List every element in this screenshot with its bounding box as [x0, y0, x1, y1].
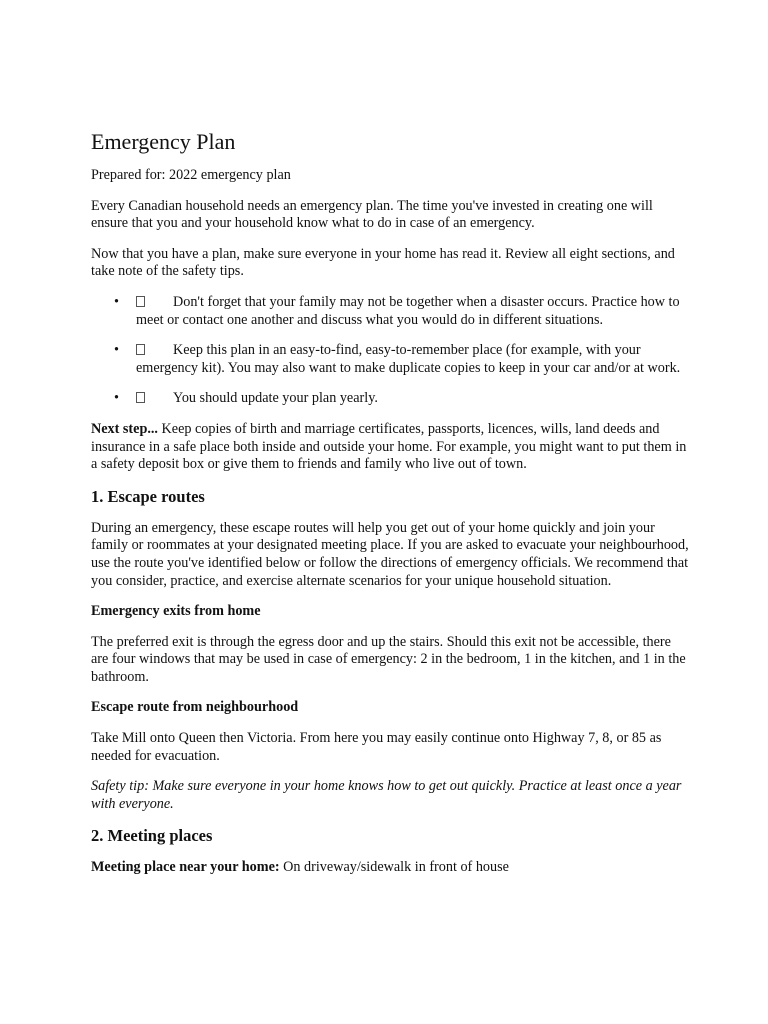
list-item — [91, 342, 691, 377]
document-page — [91, 129, 691, 890]
list-item-text: You should update your plan yearly. — [173, 390, 378, 407]
next-step-text: Keep copies of birth and marriage certificates, passports, licences, wills, land deeds and insurance in a safe place both inside and outside your home. For example, you might want to put them in a safety deposit box or give them to friends and family who live out of town. — [91, 420, 687, 473]
escape-routes-intro: During an emergency, these escape routes will help you get out of your home quickly and join your family or roommates at your designated meeting place. If you are asked to evacuate your neighbourhood, use the route you've identified below or follow the directions of emergency officials. We recommend that you consider, practice, and exercise alternate scenarios for your unique household situation. — [91, 519, 689, 589]
meeting-place-value: On driveway/sidewalk in front of house — [279, 859, 509, 876]
intro-paragraph-2: Now that you have a plan, make sure everyone in your home has read it. Review all eight sections, and take note of the safety tips. — [91, 245, 675, 280]
subheading-escape-route: Escape route from neighbourhood — [91, 699, 299, 716]
list-item — [91, 294, 691, 329]
prepared-for: Prepared for: 2022 emergency plan — [91, 167, 291, 183]
bullet-icon: • — [114, 342, 119, 359]
emergency-exits-text: The preferred exit is through the egress door and up the stairs. Should this exit not be accessible, there are four windows that may be used in case of emergency: 2 in the bedroom, 1 in the kitchen, and 1 in the bathroom. — [91, 633, 686, 685]
document-title: Emergency Plan — [91, 129, 236, 154]
escape-route-text: Take Mill onto Queen then Victoria. From here you may easily continue onto Highway 7, 8, or 85 as needed for evacuation. — [91, 730, 662, 764]
missing-glyph-icon — [136, 392, 145, 403]
subheading-emergency-exits: Emergency exits from home — [91, 603, 261, 620]
list-item-text: Keep this plan in an easy-to-find, easy-to-remember place (for example, with your emergency kit). You may also want to make duplicate copies to keep in your car and/or at work. — [136, 342, 681, 376]
meeting-place-near-home — [91, 859, 691, 877]
list-item — [91, 390, 691, 408]
missing-glyph-icon — [136, 344, 145, 355]
bullet-icon: • — [114, 293, 119, 310]
next-step-label: Next step... — [91, 420, 158, 437]
intro-paragraph-1: Every Canadian household needs an emergency plan. The time you've invested in creating one will ensure that you and your household know what to do in case of an emergency. — [91, 197, 653, 232]
meeting-place-label: Meeting place near your home: — [91, 859, 280, 876]
list-item-text: Don't forget that your family may not be together when a disaster occurs. Practice how to meet or contact one another and discuss what you would do in different situations. — [136, 293, 680, 328]
section-heading-escape-routes: 1. Escape routes — [91, 486, 205, 506]
bullet-icon: • — [114, 390, 119, 407]
section-heading-meeting-places: 2. Meeting places — [91, 826, 213, 846]
next-step-paragraph — [91, 421, 691, 474]
missing-glyph-icon — [136, 296, 145, 307]
safety-tip: Safety tip: Make sure everyone in your home knows how to get out quickly. Practice at least once a year with everyone. — [91, 778, 682, 812]
tips-list — [91, 294, 691, 408]
